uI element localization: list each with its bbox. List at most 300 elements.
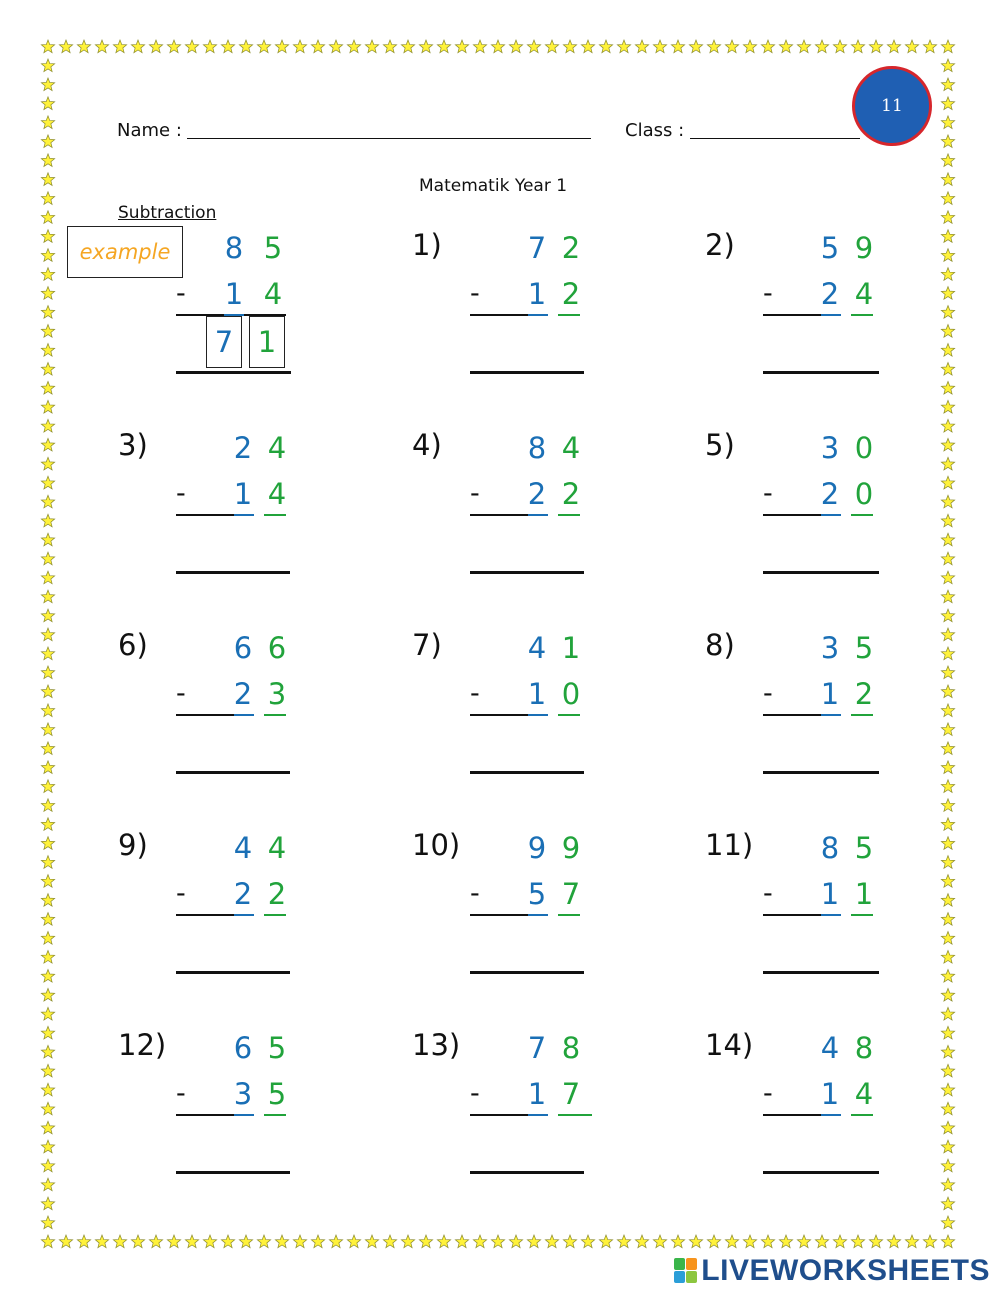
border-star [167, 40, 180, 53]
border-star [95, 40, 108, 53]
minus-sign: - [176, 1078, 186, 1109]
border-star [851, 1235, 864, 1248]
tens-underline [528, 714, 548, 716]
border-star [815, 1235, 828, 1248]
border-star [725, 1235, 738, 1248]
border-star [851, 40, 864, 53]
subtraction-underline [176, 714, 234, 716]
border-star [41, 988, 54, 1001]
border-star [41, 1178, 54, 1191]
problem-9 [118, 828, 378, 988]
border-star [941, 1235, 954, 1248]
border-star [491, 40, 504, 53]
answer-line[interactable] [470, 1171, 584, 1174]
border-star [41, 419, 54, 432]
border-star [221, 1235, 234, 1248]
border-star [581, 1235, 594, 1248]
border-star [941, 59, 954, 72]
subtraction-underline [176, 514, 234, 516]
border-star [941, 799, 954, 812]
ones-underline [851, 1114, 873, 1116]
border-star [455, 1235, 468, 1248]
tens-underline [821, 314, 841, 316]
border-star [365, 1235, 378, 1248]
border-star [509, 40, 522, 53]
border-star [221, 40, 234, 53]
subtraction-underline [470, 714, 528, 716]
border-star [599, 40, 612, 53]
tens-underline [234, 914, 254, 916]
border-star [41, 1197, 54, 1210]
top-ones-digit: 5 [854, 831, 874, 865]
ones-underline [558, 514, 580, 516]
ones-underline [851, 914, 873, 916]
answer-line[interactable] [176, 571, 290, 574]
border-star [869, 40, 882, 53]
border-star [761, 1235, 774, 1248]
border-star [41, 192, 54, 205]
answer-line[interactable] [470, 371, 584, 374]
border-star [257, 40, 270, 53]
border-star [41, 59, 54, 72]
subtraction-underline [763, 714, 821, 716]
border-star [275, 40, 288, 53]
border-star [113, 1235, 126, 1248]
example-bottom-ones: 4 [263, 277, 283, 311]
border-star [419, 1235, 432, 1248]
border-star [41, 1216, 54, 1229]
border-star [41, 325, 54, 338]
bottom-ones-digit: 2 [561, 477, 581, 511]
border-star [383, 1235, 396, 1248]
bottom-tens-digit: 1 [233, 477, 253, 511]
top-tens-digit: 6 [233, 1031, 253, 1065]
border-star [41, 1045, 54, 1058]
border-star [41, 685, 54, 698]
minus-sign: - [763, 278, 773, 309]
border-star [617, 40, 630, 53]
border-star [635, 40, 648, 53]
problem-number: 8) [705, 628, 735, 662]
border-star [41, 571, 54, 584]
answer-line[interactable] [763, 1171, 879, 1174]
problem-number: 1) [412, 228, 442, 262]
border-star [833, 1235, 846, 1248]
bottom-ones-digit: 4 [267, 477, 287, 511]
border-star [365, 40, 378, 53]
bottom-tens-digit: 1 [820, 877, 840, 911]
border-star [41, 704, 54, 717]
border-star [329, 40, 342, 53]
answer-line[interactable] [470, 771, 584, 774]
bottom-tens-digit: 2 [527, 477, 547, 511]
border-star [59, 40, 72, 53]
border-star [41, 268, 54, 281]
border-star [293, 40, 306, 53]
top-tens-digit: 3 [820, 631, 840, 665]
top-tens-digit: 5 [820, 231, 840, 265]
ones-underline [558, 714, 580, 716]
ones-underline [851, 514, 873, 516]
problem-number: 7) [412, 628, 442, 662]
problem-12 [118, 1028, 378, 1188]
border-star [41, 628, 54, 641]
border-star [419, 40, 432, 53]
bottom-ones-digit: 2 [854, 677, 874, 711]
border-star [779, 40, 792, 53]
problem-number: 11) [705, 828, 754, 862]
border-star [941, 135, 954, 148]
answer-line [176, 371, 291, 374]
answer-line[interactable] [470, 571, 584, 574]
ones-underline [851, 314, 873, 316]
problem-8 [705, 628, 965, 788]
answer-line[interactable] [763, 571, 879, 574]
border-star [185, 40, 198, 53]
tens-underline [528, 914, 548, 916]
border-star [41, 950, 54, 963]
bottom-tens-digit: 2 [233, 677, 253, 711]
border-star [41, 969, 54, 982]
border-star [941, 116, 954, 129]
border-star [41, 173, 54, 186]
border-star [41, 837, 54, 850]
border-star [941, 609, 954, 622]
border-star [941, 173, 954, 186]
tens-underline [528, 514, 548, 516]
border-star [653, 1235, 666, 1248]
border-star [941, 97, 954, 110]
border-star [41, 552, 54, 565]
top-ones-digit: 4 [561, 431, 581, 465]
subtraction-underline [763, 314, 821, 316]
border-star [239, 40, 252, 53]
border-star [41, 514, 54, 527]
border-star [77, 40, 90, 53]
bottom-ones-digit: 2 [561, 277, 581, 311]
tens-underline [821, 914, 841, 916]
answer-line[interactable] [176, 1171, 290, 1174]
border-star [41, 211, 54, 224]
border-star [617, 1235, 630, 1248]
bottom-tens-digit: 3 [233, 1077, 253, 1111]
border-star [95, 1235, 108, 1248]
border-star [41, 609, 54, 622]
subtraction-underline [470, 314, 528, 316]
border-star [41, 116, 54, 129]
border-star [401, 40, 414, 53]
bottom-ones-digit: 7 [561, 877, 581, 911]
example-problem [160, 228, 420, 388]
top-tens-digit: 4 [527, 631, 547, 665]
bottom-ones-digit: 1 [854, 877, 874, 911]
border-star [41, 723, 54, 736]
border-star [41, 97, 54, 110]
answer-line[interactable] [176, 971, 290, 974]
border-star [149, 1235, 162, 1248]
border-star [941, 211, 954, 224]
answer-tens-box [206, 316, 242, 368]
minus-sign: - [470, 478, 480, 509]
border-star [41, 856, 54, 869]
border-star [905, 1235, 918, 1248]
minus-sign: - [470, 678, 480, 709]
minus-sign: - [470, 1078, 480, 1109]
border-star [41, 742, 54, 755]
border-star [473, 1235, 486, 1248]
border-star [941, 988, 954, 1001]
border-star [41, 1064, 54, 1077]
border-star [41, 78, 54, 91]
problem-number: 5) [705, 428, 735, 462]
border-star [41, 400, 54, 413]
border-star [707, 40, 720, 53]
subtraction-underline [470, 914, 528, 916]
border-star [41, 1140, 54, 1153]
border-star [653, 40, 666, 53]
ones-underline [264, 714, 286, 716]
border-star [941, 78, 954, 91]
example-answer-tens: 7 [214, 325, 234, 359]
border-star [941, 590, 954, 603]
problem-number: 4) [412, 428, 442, 462]
ones-underline [558, 314, 580, 316]
border-star [347, 40, 360, 53]
border-star [41, 230, 54, 243]
subtraction-underline [176, 914, 234, 916]
border-star [131, 1235, 144, 1248]
border-star [131, 40, 144, 53]
top-tens-digit: 9 [527, 831, 547, 865]
problem-10 [412, 828, 672, 988]
problem-number: 6) [118, 628, 148, 662]
border-star [41, 913, 54, 926]
border-star [203, 1235, 216, 1248]
border-star [545, 1235, 558, 1248]
answer-line[interactable] [763, 971, 879, 974]
border-star [383, 40, 396, 53]
top-ones-digit: 8 [561, 1031, 581, 1065]
border-star [41, 495, 54, 508]
border-star [41, 761, 54, 774]
example-label: example [79, 240, 171, 264]
top-ones-digit: 0 [854, 431, 874, 465]
ones-underline [264, 514, 286, 516]
top-ones-digit: 4 [267, 831, 287, 865]
example-answer-ones: 1 [257, 325, 277, 359]
border-star [923, 40, 936, 53]
worksheet-title: Matematik Year 1 [419, 176, 568, 196]
border-star [707, 1235, 720, 1248]
example-bottom-tens: 1 [224, 277, 244, 311]
border-star [923, 1235, 936, 1248]
border-star [59, 1235, 72, 1248]
border-star [527, 1235, 540, 1248]
border-star [581, 40, 594, 53]
problem-number: 12) [118, 1028, 167, 1062]
border-star [941, 192, 954, 205]
border-star [941, 1197, 954, 1210]
subtraction-underline [176, 1114, 234, 1116]
border-star [257, 1235, 270, 1248]
minus-sign: - [176, 278, 186, 309]
border-star [41, 1235, 54, 1248]
border-star [941, 1216, 954, 1229]
border-star [833, 40, 846, 53]
minus-sign: - [176, 678, 186, 709]
top-ones-digit: 1 [561, 631, 581, 665]
top-tens-digit: 7 [527, 1031, 547, 1065]
minus-sign: - [176, 878, 186, 909]
subtraction-underline [763, 1114, 821, 1116]
bottom-tens-digit: 1 [820, 677, 840, 711]
answer-line[interactable] [470, 971, 584, 974]
border-star [41, 476, 54, 489]
border-star [275, 1235, 288, 1248]
bottom-ones-digit: 4 [854, 1077, 874, 1111]
class-field[interactable] [690, 138, 860, 139]
border-star [41, 1083, 54, 1096]
problem-number: 9) [118, 828, 148, 862]
border-star [41, 1026, 54, 1039]
border-star [167, 1235, 180, 1248]
tens-underline [234, 514, 254, 516]
border-star [203, 40, 216, 53]
problem-number: 3) [118, 428, 148, 462]
border-star [41, 1121, 54, 1134]
problem-6 [118, 628, 378, 788]
border-star [311, 40, 324, 53]
border-star [689, 40, 702, 53]
bottom-tens-digit: 1 [527, 1077, 547, 1111]
minus-sign: - [176, 478, 186, 509]
problem-7 [412, 628, 672, 788]
border-star [563, 40, 576, 53]
name-field[interactable] [187, 138, 591, 139]
ones-underline [264, 1114, 286, 1116]
problem-number: 14) [705, 1028, 754, 1062]
border-star [41, 381, 54, 394]
border-star [347, 1235, 360, 1248]
border-star [527, 40, 540, 53]
border-star [41, 932, 54, 945]
border-star [41, 647, 54, 660]
border-star [779, 1235, 792, 1248]
border-star [599, 1235, 612, 1248]
tens-underline [821, 514, 841, 516]
bottom-ones-digit: 7 [561, 1077, 581, 1111]
border-star [41, 533, 54, 546]
border-star [671, 1235, 684, 1248]
border-star [41, 40, 54, 53]
bottom-tens-digit: 1 [820, 1077, 840, 1111]
top-tens-digit: 7 [527, 231, 547, 265]
top-ones-digit: 9 [854, 231, 874, 265]
subtraction-underline [763, 914, 821, 916]
bottom-tens-digit: 2 [233, 877, 253, 911]
border-star [761, 40, 774, 53]
border-star [905, 40, 918, 53]
top-tens-digit: 8 [820, 831, 840, 865]
border-star [941, 400, 954, 413]
problem-5 [705, 428, 965, 588]
border-star [41, 875, 54, 888]
border-star [671, 40, 684, 53]
border-star [41, 438, 54, 451]
problem-13 [412, 1028, 672, 1188]
answer-line[interactable] [176, 771, 290, 774]
border-star [545, 40, 558, 53]
border-star [941, 154, 954, 167]
bottom-ones-digit: 4 [854, 277, 874, 311]
border-star [725, 40, 738, 53]
border-star [41, 1102, 54, 1115]
minus-sign: - [470, 278, 480, 309]
example-top-ones: 5 [263, 231, 283, 265]
subtraction-underline [763, 514, 821, 516]
bottom-ones-digit: 0 [561, 677, 581, 711]
minus-sign: - [470, 878, 480, 909]
top-tens-digit: 2 [233, 431, 253, 465]
problem-11 [705, 828, 965, 988]
border-star [41, 894, 54, 907]
name-label: Name : [117, 120, 182, 141]
ones-underline [851, 714, 873, 716]
border-star [437, 1235, 450, 1248]
tens-underline [528, 1114, 548, 1116]
tens-underline [234, 1114, 254, 1116]
problem-4 [412, 428, 672, 588]
bottom-ones-digit: 2 [267, 877, 287, 911]
border-star [41, 799, 54, 812]
ones-underline [558, 914, 580, 916]
border-star [77, 1235, 90, 1248]
border-star [41, 306, 54, 319]
border-star [869, 1235, 882, 1248]
problem-number: 10) [412, 828, 461, 862]
ones-underline [264, 914, 286, 916]
bottom-ones-digit: 3 [267, 677, 287, 711]
ones-underline [558, 1114, 592, 1116]
border-star [41, 1007, 54, 1020]
problem-3 [118, 428, 378, 588]
border-star [887, 40, 900, 53]
minus-sign: - [763, 1078, 773, 1109]
border-star [329, 1235, 342, 1248]
border-star [41, 1159, 54, 1172]
answer-line[interactable] [763, 771, 879, 774]
border-star [293, 1235, 306, 1248]
border-star [941, 40, 954, 53]
border-star [509, 1235, 522, 1248]
bottom-ones-digit: 5 [267, 1077, 287, 1111]
border-star [41, 135, 54, 148]
answer-line[interactable] [763, 371, 879, 374]
section-subtitle: Subtraction [118, 203, 217, 223]
tens-underline [234, 714, 254, 716]
bottom-ones-digit: 0 [854, 477, 874, 511]
subtraction-underline [470, 514, 528, 516]
border-star [41, 287, 54, 300]
border-star [41, 666, 54, 679]
border-star [41, 343, 54, 356]
border-star [815, 40, 828, 53]
border-star [437, 40, 450, 53]
border-star [41, 457, 54, 470]
tens-underline [528, 314, 548, 316]
top-ones-digit: 2 [561, 231, 581, 265]
liveworksheets-logo [674, 1254, 990, 1288]
